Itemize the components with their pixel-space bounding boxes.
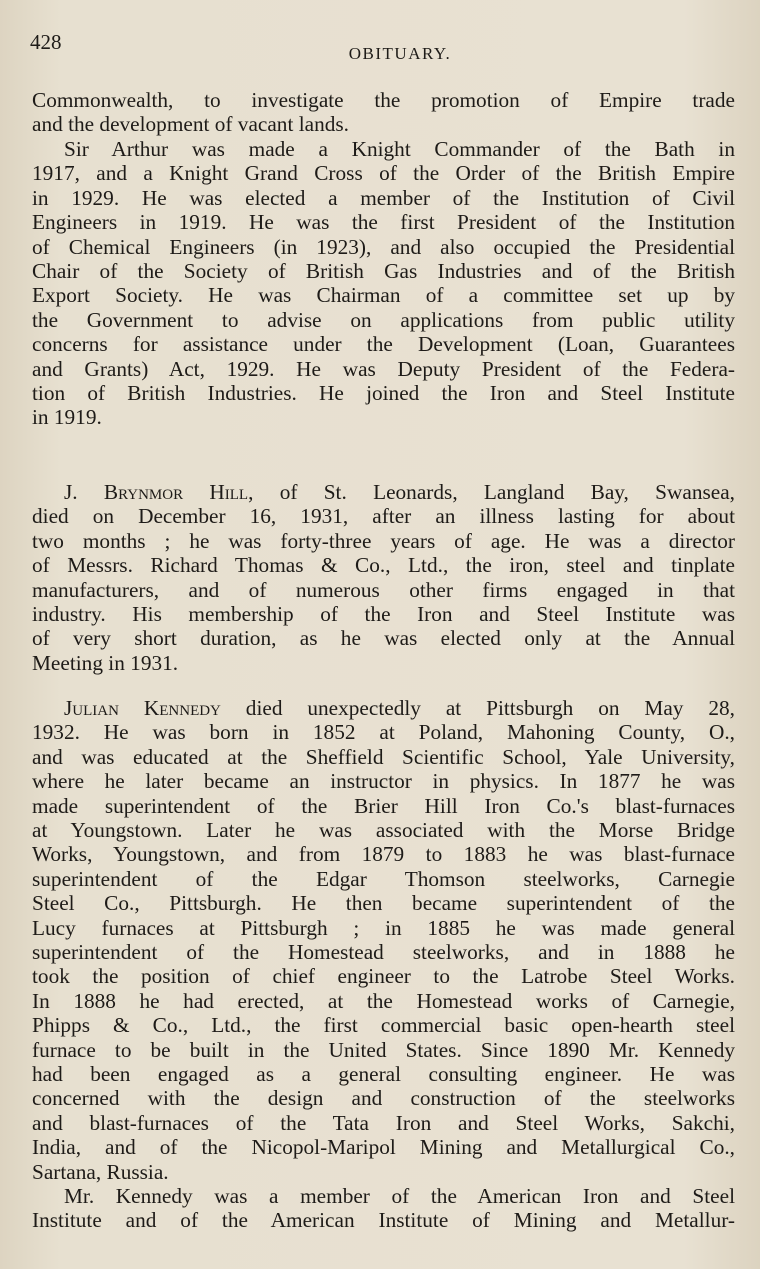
text-line: died on December 16, 1931, after an illness lasting for about	[32, 504, 735, 529]
text-line: Lucy furnaces at Pittsburgh ; in 1885 he was made general	[32, 915, 735, 940]
text-line: concerns for assistance under the Development (Loan, Guarantees	[32, 332, 735, 357]
text-line: of very short duration, as he was elected only at the Annual	[32, 626, 735, 651]
line-text: died unexpectedly at Pittsburgh on May 28,	[220, 696, 735, 720]
text-line: Sir Arthur was made a Knight Commander of the Bath in	[64, 137, 735, 161]
text-line: Chair of the Society of British Gas Industries and of the British	[32, 259, 735, 283]
line-text: , of St. Leonards, Langland Bay, Swansea,	[248, 480, 735, 504]
text-line: and blast-furnaces of the Tata Iron and Steel Works, Sakchi,	[32, 1110, 735, 1135]
text-line: Institute and of the American Institute of Mining and Metallur-	[32, 1208, 735, 1233]
text-line: and was educated at the Sheffield Scientific School, Yale University,	[32, 744, 735, 769]
obituary-name: Julian Kennedy	[64, 696, 221, 720]
text-line: of Messrs. Richard Thomas & Co., Ltd., the iron, steel and tinplate	[32, 553, 735, 578]
text-line: made superintendent of the Brier Hill Iron Co.'s blast-furnaces	[32, 793, 735, 818]
text-line: tion of British Industries. He joined the Iron and Steel Institute	[32, 381, 735, 405]
text-line: Works, Youngstown, and from 1879 to 1883 he was blast-furnace	[32, 842, 735, 867]
text-line: Phipps & Co., Ltd., the first commercial basic open-hearth steel	[32, 1013, 735, 1038]
text-line: manufacturers, and of numerous other firms engaged in that	[32, 577, 735, 602]
page-number: 428	[30, 30, 62, 54]
text-line: 1932. He was born in 1852 at Poland, Mahoning County, O.,	[32, 720, 735, 745]
running-title: OBITUARY.	[348, 44, 452, 63]
text-line: furnace to be built in the United States. Since 1890 Mr. Kennedy	[32, 1037, 735, 1062]
text-line: and Grants) Act, 1929. He was Deputy President of the Federa-	[32, 356, 735, 381]
text-line: took the position of chief engineer to the Latrobe Steel Works.	[32, 964, 735, 989]
text-line: Commonwealth, to investigate the promotion of Empire trade	[32, 88, 735, 112]
text-line: superintendent of the Homestead steelworks, and in 1888 he	[32, 940, 735, 964]
text-line: in 1919.	[32, 405, 102, 430]
text-line: Sartana, Russia.	[32, 1159, 169, 1184]
text-line: 1917, and a Knight Grand Cross of the Order of the British Empire	[32, 161, 735, 186]
text-line	[64, 480, 735, 504]
text-line: the Government to advise on applications from public utility	[32, 307, 735, 332]
text-line: Export Society. He was Chairman of a committee set up by	[32, 283, 735, 308]
text-line	[64, 696, 735, 720]
text-line: and the development of vacant lands.	[32, 112, 349, 137]
obituary-name: J. Brynmor Hill	[64, 480, 249, 504]
text-line: Meeting in 1931.	[32, 650, 179, 675]
text-line: in 1929. He was elected a member of the Institution of Civil	[32, 185, 735, 210]
text-line: had been engaged as a general consulting engineer. He was	[32, 1062, 735, 1086]
text-line: industry. His membership of the Iron and Steel Institute was	[32, 602, 735, 626]
text-line: In 1888 he had erected, at the Homestead works of Carnegie,	[32, 988, 735, 1013]
text-line: Engineers in 1919. He was the first President of the Institution	[32, 210, 735, 235]
text-line: where he later became an instructor in physics. In 1877 he was	[32, 769, 735, 794]
text-line: at Youngstown. Later he was associated with the Morse Bridge	[32, 818, 735, 842]
text-line: Mr. Kennedy was a member of the American Iron and Steel	[64, 1184, 735, 1208]
text-line: concerned with the design and construction of the steelworks	[32, 1086, 735, 1111]
text-line: two months ; he was forty-three years of age. He was a director	[32, 528, 735, 553]
text-line: of Chemical Engineers (in 1923), and also occupied the Presidential	[32, 234, 735, 259]
text-line: Steel Co., Pittsburgh. He then became superintendent of the	[32, 891, 735, 916]
text-line: India, and of the Nicopol-Maripol Mining and Metallurgical Co.,	[32, 1135, 735, 1160]
text-line: superintendent of the Edgar Thomson steelworks, Carnegie	[32, 866, 735, 891]
